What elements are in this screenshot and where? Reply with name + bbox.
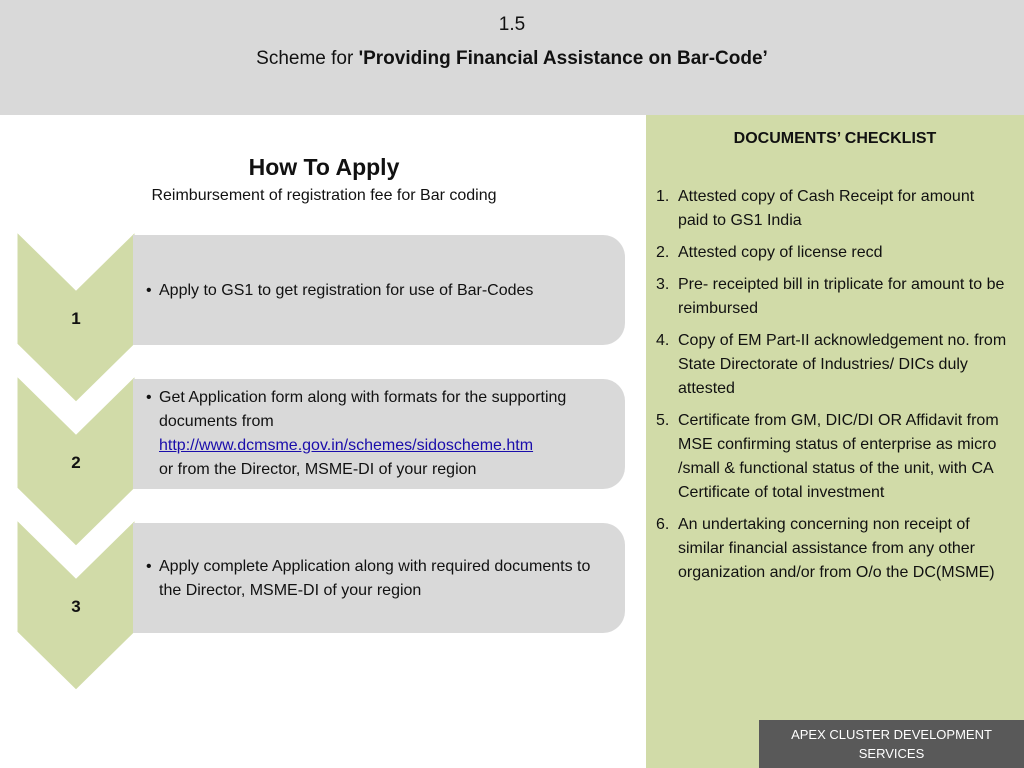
slide-header	[0, 0, 1024, 115]
bullet-icon: •	[146, 282, 152, 299]
step-2-box	[133, 379, 625, 489]
slide-title-bold: 'Providing Financial Assistance on Bar-Code’	[358, 48, 768, 69]
bullet-icon: •	[146, 558, 152, 575]
checklist-item	[656, 273, 1008, 321]
checklist-item-text: Attested copy of Cash Receipt for amount paid to GS1 India	[678, 188, 975, 229]
checklist-item-text: Attested copy of license recd	[678, 244, 883, 261]
slide-title-prefix: Scheme for	[256, 48, 359, 69]
step-1-text: Apply to GS1 to get registration for use of Bar-Codes	[159, 282, 534, 299]
how-to-apply-subtitle: Reimbursement of registration fee for Bar coding	[151, 187, 497, 204]
step-2-bullet	[146, 386, 617, 482]
slide-title	[0, 48, 1024, 70]
step-2-number: 2	[71, 453, 81, 472]
step-1-number: 1	[71, 309, 81, 328]
step-2-text-after: or from the Director, MSME-DI of your region	[159, 461, 477, 478]
step-3-text: Apply complete Application along with required documents to the Director, MSME-DI of your region	[159, 558, 591, 599]
checklist-item	[656, 409, 1008, 505]
checklist-item-text: Copy of EM Part-II acknowledgement no. from State Directorate of Industries/ DICs duly attested	[678, 332, 1007, 397]
checklist-item-text: Certificate from GM, DIC/DI OR Affidavit from MSE confirming status of enterprise as micro /small & functional status of the unit, with CA Certificate of total investment	[678, 412, 999, 501]
checklist-item	[656, 185, 1008, 233]
step-3-bullet	[146, 555, 617, 603]
footer-label: APEX CLUSTER DEVELOPMENT SERVICES	[759, 720, 1024, 768]
checklist-item-number: 1.	[656, 188, 670, 205]
step-3-box	[133, 523, 625, 633]
how-to-apply-title: How To Apply	[248, 154, 400, 180]
checklist-item-number: 4.	[656, 332, 670, 349]
step-1-bullet	[146, 279, 617, 303]
checklist-item-number: 2.	[656, 244, 670, 261]
checklist-item-text: An undertaking concerning non receipt of similar financial assistance from any other organization and/or from O/o the DC(MSME)	[678, 516, 995, 581]
checklist-list	[656, 185, 1008, 593]
bullet-icon: •	[146, 389, 152, 406]
checklist-item-number: 6.	[656, 516, 670, 533]
checklist-item	[656, 329, 1008, 401]
scheme-link[interactable]: http://www.dcmsme.gov.in/schemes/sidoscheme.htm	[159, 437, 534, 454]
step-3-number: 3	[71, 597, 81, 616]
checklist-item	[656, 241, 1008, 265]
step-2-text: Get Application form along with formats for the supporting documents from	[159, 389, 567, 430]
checklist-item-number: 3.	[656, 276, 670, 293]
slide-number: 1.5	[498, 14, 526, 35]
checklist-title: DOCUMENTS’ CHECKLIST	[733, 130, 937, 147]
checklist-item	[656, 513, 1008, 585]
step-1-box	[133, 235, 625, 345]
checklist-item-number: 5.	[656, 412, 670, 429]
checklist-item-text: Pre- receipted bill in triplicate for amount to be reimbursed	[678, 276, 1005, 317]
